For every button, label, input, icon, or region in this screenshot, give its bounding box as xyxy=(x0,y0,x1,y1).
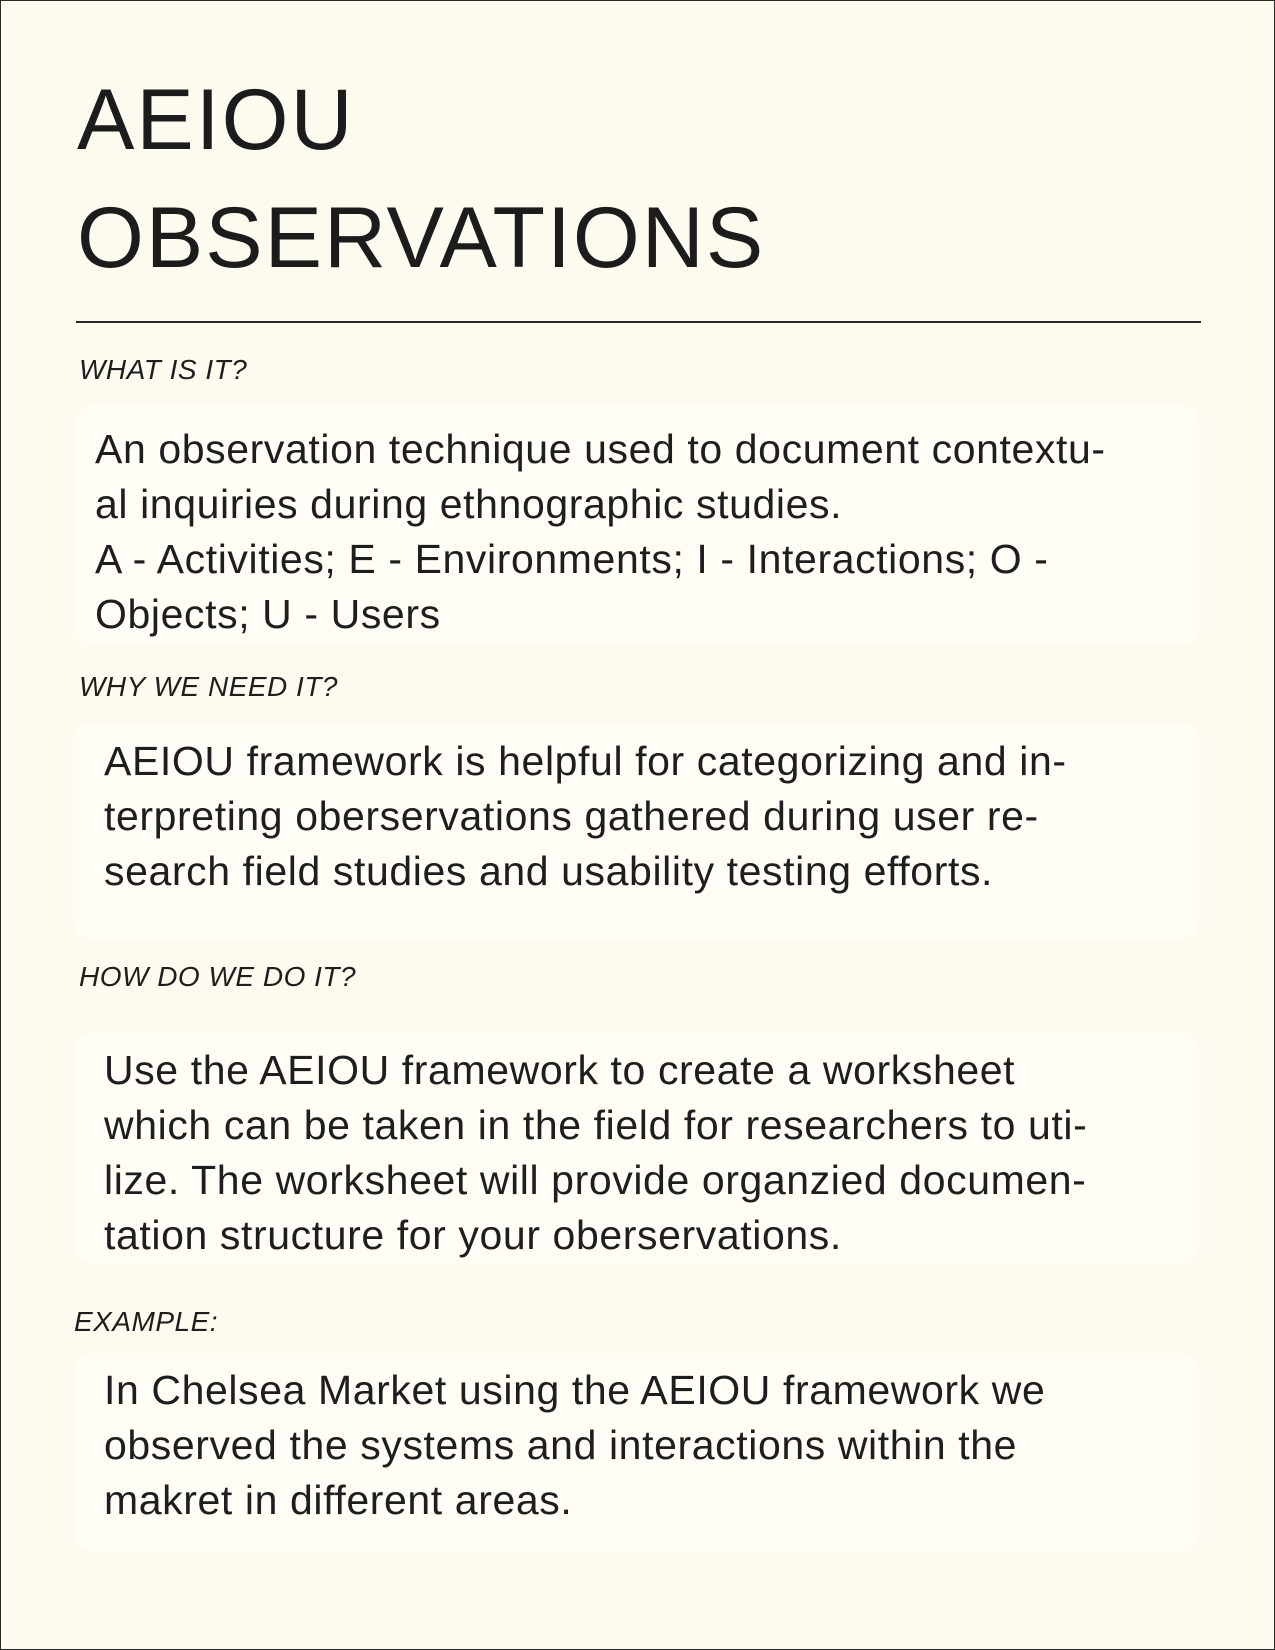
section-label-example: EXAMPLE: xyxy=(74,1306,219,1337)
section-card-how xyxy=(75,1031,1199,1265)
section-text-line: al inquiries during ethnographic studies. xyxy=(95,481,843,527)
section-text-line: In Chelsea Market using the AEIOU framework we xyxy=(104,1367,1046,1413)
section-card-what xyxy=(75,405,1199,645)
section-text-line: observed the systems and interactions within the xyxy=(104,1422,1018,1468)
title-divider xyxy=(76,321,1201,323)
section-card-example xyxy=(75,1353,1199,1553)
section-text-line: tation structure for your oberservations. xyxy=(104,1212,842,1258)
section-card-why xyxy=(73,723,1199,939)
section-text-line: search field studies and usability testing efforts. xyxy=(104,848,994,894)
section-text-line: An observation technique used to document contextu- xyxy=(95,426,1106,472)
section-label-why: WHY WE NEED IT? xyxy=(79,671,339,702)
section-label-what: WHAT IS IT? xyxy=(79,354,248,385)
title-line-2: OBSERVATIONS xyxy=(77,190,766,286)
section-text-line: terpreting oberservations gathered during user re- xyxy=(104,793,1039,839)
section-text-line: A - Activities; E - Environments; I - Interactions; O - xyxy=(95,536,1049,582)
page-title xyxy=(77,61,765,297)
title-line-1: AEIOU xyxy=(77,72,355,168)
section-text-line: Use the AEIOU framework to create a worksheet xyxy=(104,1047,1016,1093)
section-text-line: Objects; U - Users xyxy=(95,591,441,637)
section-text-line: AEIOU framework is helpful for categorizing and in- xyxy=(104,738,1067,784)
section-label-how: HOW DO WE DO IT? xyxy=(79,961,357,992)
section-text-line: lize. The worksheet will provide organzied documen- xyxy=(104,1157,1087,1203)
section-text-line: which can be taken in the field for researchers to uti- xyxy=(104,1102,1088,1148)
section-text-line: makret in different areas. xyxy=(104,1477,573,1523)
